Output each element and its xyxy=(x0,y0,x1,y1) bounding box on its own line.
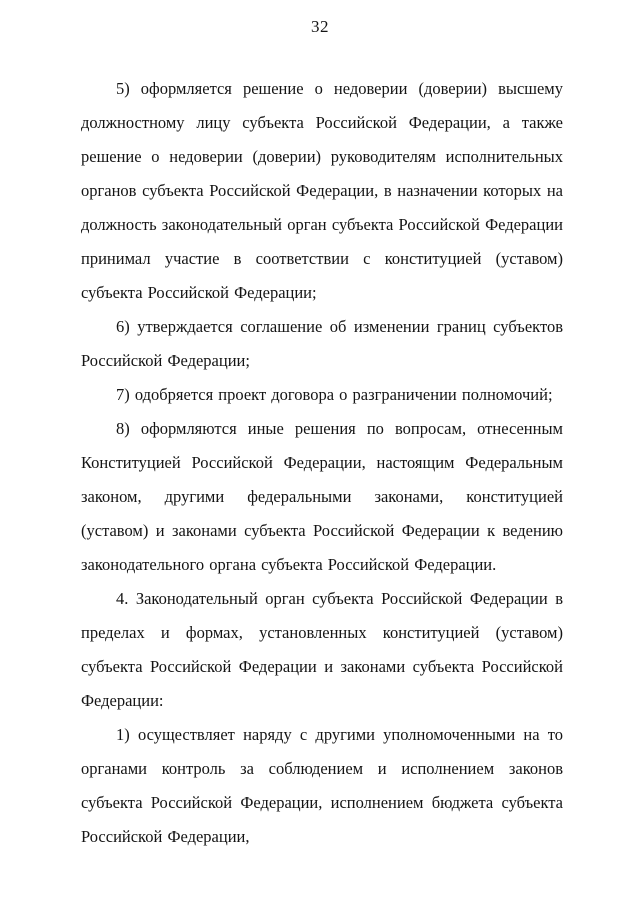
paragraph-item-7: 7) одобряется проект договора о разграничении полномочий; xyxy=(116,385,553,404)
paragraph-item-6: 6) утверждается соглашение об изменении границ субъектов Российской Федерации; xyxy=(81,317,563,370)
paragraph-subclause-1: 1) осуществляет наряду с другими уполномоченными на то органами контроль за соблюдением и исполнением законов субъекта Российской Федерации, исполнением бюджета субъекта Российской Федерации, xyxy=(81,725,563,846)
paragraph-clause-4: 4. Законодательный орган субъекта Российской Федерации в пределах и формах, установленных конституцией (уставом) субъекта Российской Федерации и законами субъекта Российской Федерации: xyxy=(81,589,563,710)
paragraph-item-8: 8) оформляются иные решения по вопросам, отнесенным Конституцией Российской Федерации, настоящим Федеральным законом, другими федеральными законами, конституцией (уставом) и законами субъекта Российской Федерации к ведению законодательного органа субъекта Российской Федерации. xyxy=(81,419,563,574)
document-text-block xyxy=(81,72,563,854)
page-number: 32 xyxy=(311,17,329,36)
paragraph-item-5: 5) оформляется решение о недоверии (доверии) высшему должностному лицу субъекта Российской Федерации, а также решение о недоверии (доверии) руководителям исполнительных органов субъекта Российской Федерации, в назначении которых на должность законодательный орган субъекта Российской Федерации принимал участие в соответствии с конституцией (уставом) субъекта Российской Федерации; xyxy=(81,79,563,302)
